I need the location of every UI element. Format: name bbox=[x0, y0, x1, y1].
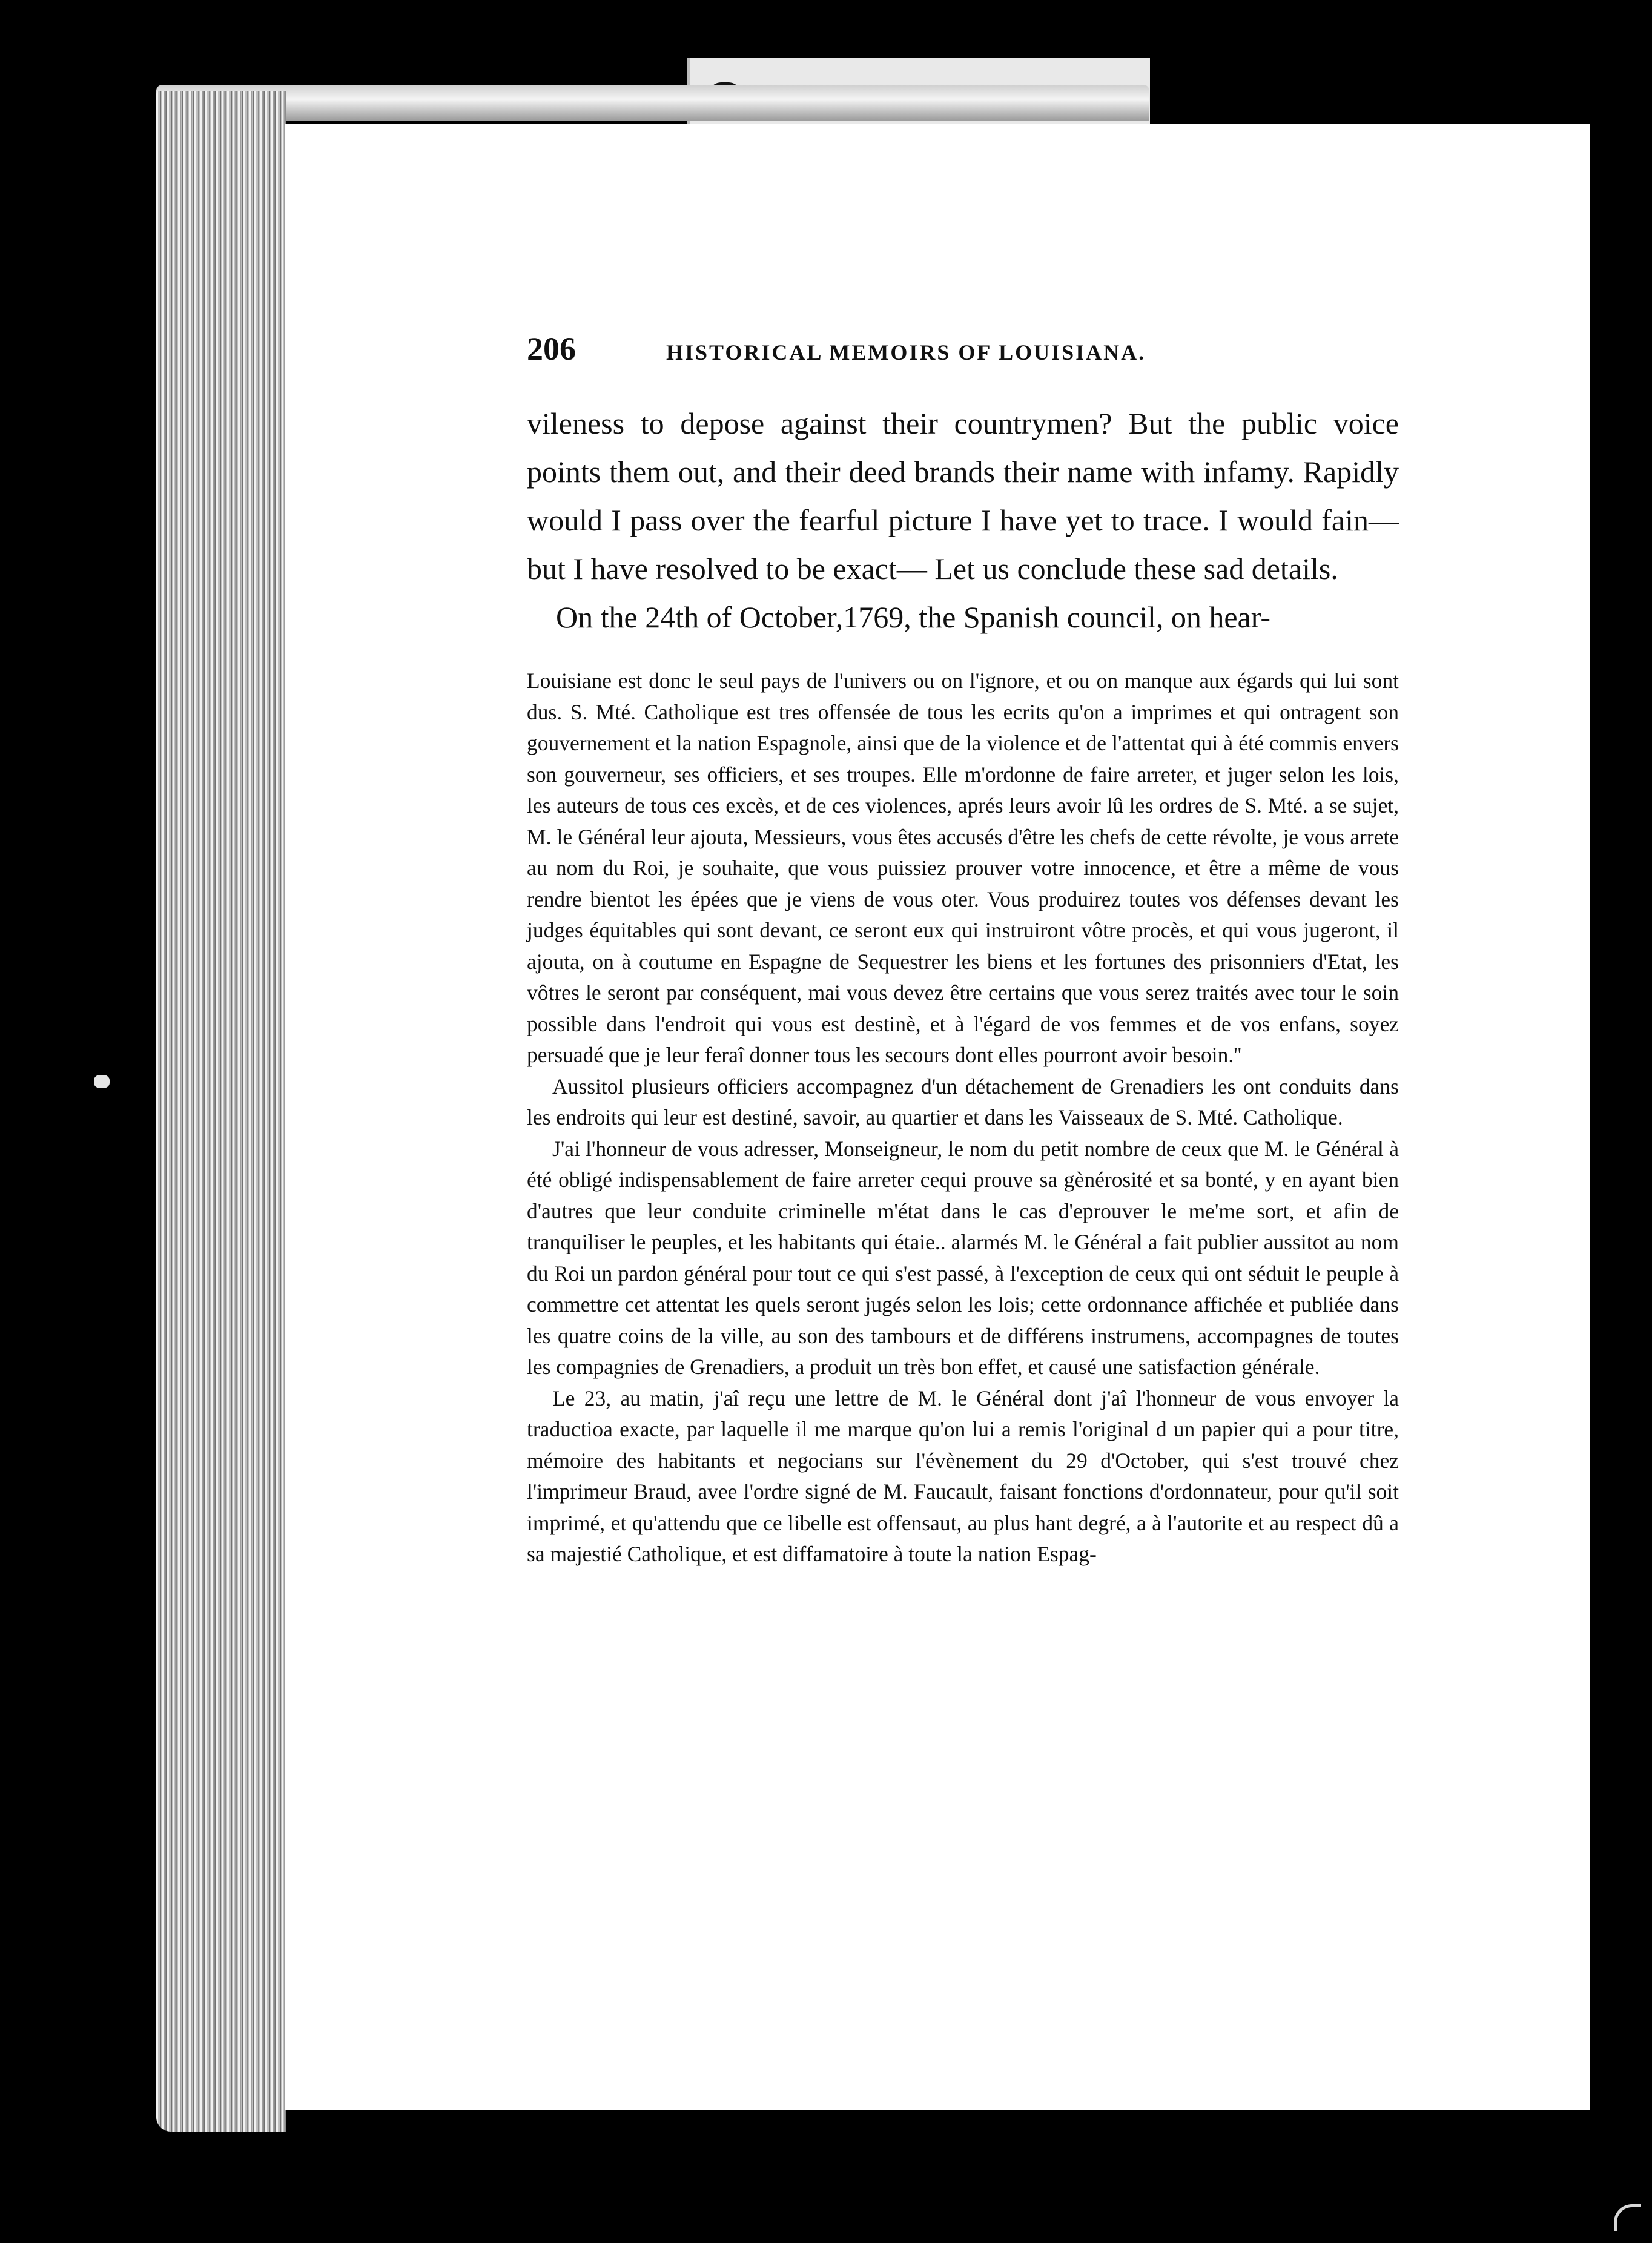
main-text bbox=[527, 399, 1399, 641]
book-page-stack bbox=[156, 91, 286, 2132]
running-head bbox=[527, 330, 1196, 368]
footnote-paragraph: J'ai l'honneur de vous adresser, Monseigneur, le nom du petit nombre de ceux que M. le Général à été obligé indispensablement de faire arreter cequi prouve sa gènérosité et sa bonté, y en ayant bien d'autres que leur conduite criminelle m'état dans le cas d'eprouver le me'me sort, et afin de tranquiliser le peuples, et les habitants qui étaie.. alarmés M. le Général a fait publier aussitot au nom du Roi un pardon général pour tout ce qui s'est passé, à l'exception de ceux qui ont séduit le peuple à commettre cet attentat les quels seront jugés selon les lois; cette ordonnance affichée et publiée dans les quatre coins de la ville, au son des tambours et de différens instrumens, accompagnes de toutes les compagnies de Grenadiers, a produit un très bon effet, et causé une satisfaction générale. bbox=[527, 1136, 1399, 1379]
page-number: 206 bbox=[527, 331, 576, 367]
main-paragraph: On the 24th of October,1769, the Spanish council, on hear- bbox=[556, 600, 1271, 634]
running-head-title: HISTORICAL MEMOIRS OF LOUISIANA. bbox=[666, 340, 1146, 365]
footnote-paragraph: Louisiane est donc le seul pays de l'univers ou on l'ignore, et ou on manque aux égards qui lui sont dus. S. Mté. Catholique est tres offensée de tous les ecrits qu'on a imprimes et qui ontragent son gouvernement et la nation Espagnole, ainsi que de la violence et de l'attentat qui à été commis envers son gouverneur, ses officiers, et ses troupes. Elle m'ordonne de faire arreter, et juger selon les lois, les auteurs de tous ces excès, et de ces violences, aprés leurs avoir lû les ordres de S. Mté. a se sujet, M. le Général leur ajouta, Messieurs, vous êtes accusés d'être les chefs de cette révolte, je vous arrete au nom du Roi, je souhaite, que vous puissiez prouver votre innocence, et être a même de vous rendre bientot les épées que je viens de vous oter. Vous produirez toutes vos défenses devant les judges équitables qui sont devant, ce seront eux qui instruiront vôtre procès, et qui vous jugeront, il ajouta, on à coutume en Espagne de Sequestrer les biens et les fortunes des prisonniers d'Etat, les vôtres le seront par conséquent, mai vous devez être certains que vous serez traités avec tour le soin possible dans l'endroit qui vous est destinè, et à l'égard de vos femmes et de vos enfans, soyez persuadé que je leur feraî donner tous les secours dont elles pourront avoir besoin.'' bbox=[527, 669, 1399, 1067]
main-paragraph: vileness to depose against their countrymen? But the public voice points them out, and their deed brands their name with infamy. Rapidly would I pass over the fearful picture I have yet to trace. I would fain—but I have resolved to be exact— Let us conclude these sad details. bbox=[527, 406, 1399, 586]
book-top-edge bbox=[156, 85, 1149, 121]
page-content bbox=[527, 330, 1399, 1570]
page-stack-smudge bbox=[94, 1075, 110, 1088]
footnote-paragraph: Le 23, au matin, j'aî reçu une lettre de M. le Général dont j'aî l'honneur de vous envoyer la traductioa exacte, par laquelle il me marque qu'on lui a remis l'original d un papier qui a pour titre, mémoire des habitants et negocians sur l'évènement du 29 d'October, qui s'est trouvé chez l'imprimeur Braud, avee l'ordre signé de M. Faucault, faisant fonctions d'ordonnateur, pour qu'il soit imprimé, et qu'attendu que ce libelle est offensaut, au plus hant degré, a à l'autorite et au respect dû a sa majestié Catholique, et est diffamatoire à toute la nation Espag- bbox=[527, 1386, 1399, 1566]
corner-scan-mark bbox=[1614, 2204, 1641, 2231]
footnote-paragraph: Aussitol plusieurs officiers accompagnez d'un détachement de Grenadiers les ont conduits dans les endroits qui leur est destiné, savoir, au quartier et dans les Vaisseaux de S. Mté. Catholique. bbox=[527, 1074, 1399, 1129]
footnote-block bbox=[527, 666, 1399, 1570]
